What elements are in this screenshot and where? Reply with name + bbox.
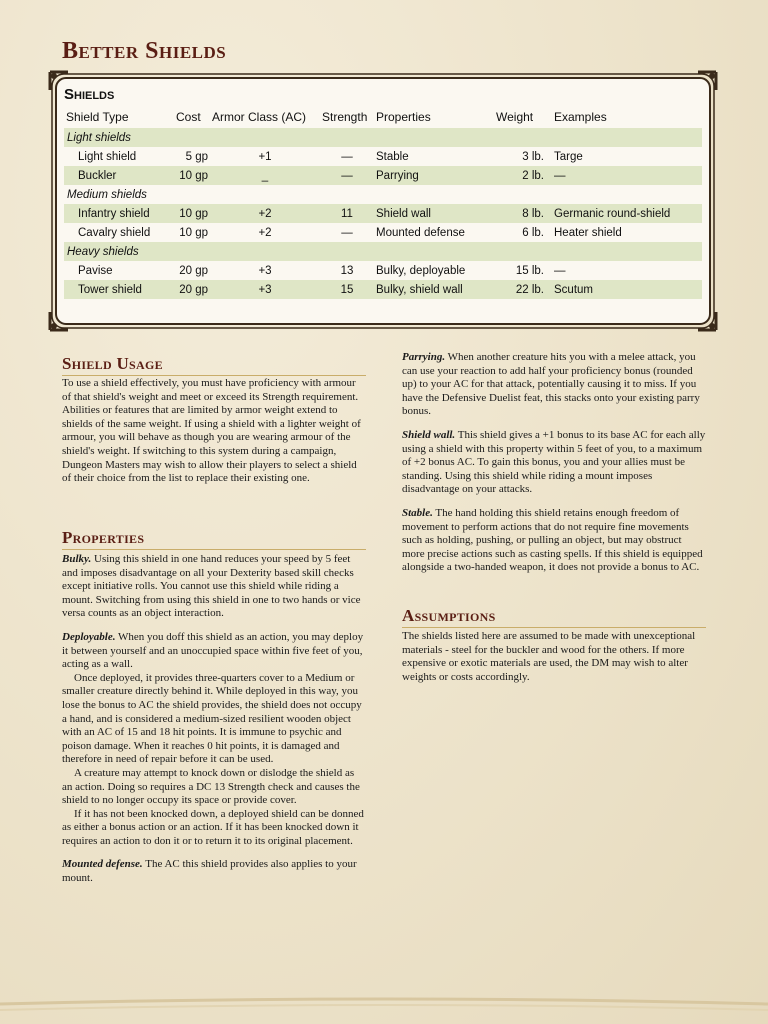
- group-label: Medium shields: [67, 188, 147, 201]
- cell-type: Cavalry shield: [78, 226, 151, 239]
- header-ac: Armor Class (AC): [212, 110, 307, 124]
- cell-weight: 3 lb.: [522, 150, 544, 163]
- cell-examples: Scutum: [546, 280, 702, 299]
- cell-strength: —: [341, 226, 353, 239]
- deployable-p3: A creature may attempt to knock down or dislodge the shield as an action. Doing so requires a DC 13 Strength check and causes the shield to no longer occupy its space or provide cover.: [62, 766, 360, 807]
- table-row: [64, 223, 702, 242]
- cell-cost: 5 gp: [185, 150, 208, 163]
- cell-weight: 15 lb.: [515, 264, 544, 277]
- cell-cost: 20 gp: [174, 280, 210, 299]
- cell-type: Buckler: [64, 166, 174, 185]
- cell-weight: 22 lb.: [494, 280, 546, 299]
- cell-properties: Stable: [376, 150, 409, 163]
- cell-properties: Bulky, shield wall: [374, 280, 494, 299]
- mounted-paragraph: [62, 858, 366, 885]
- cell-weight: 6 lb.: [522, 226, 544, 239]
- group-row-light: [64, 128, 702, 147]
- group-label: Heavy shields: [64, 242, 702, 261]
- cell-strength: 13: [340, 264, 354, 277]
- assumptions-text: The shields listed here are assumed to be made with unexceptional materials - steel for the buckler and wood for the others. If more expensive or exotic materials are used, the DM may wish to alter weights or costs accordingly.: [402, 630, 696, 683]
- shield-wall-paragraph: [402, 429, 706, 497]
- cell-examples: Germanic round-shield: [546, 204, 702, 223]
- group-row-heavy: [64, 242, 702, 261]
- shield-wall-text: This shield gives a +1 bonus to its base AC for each ally using a shield with this property within 5 feet of you, to a maximum of +2 bonus AC. To gain this bonus, you and your allies must be standing. Using this shield while riding a mount imposes disadvantage on your attacks.: [402, 428, 706, 496]
- header-properties: Properties: [376, 110, 431, 124]
- assumptions-heading: Assumptions: [402, 606, 706, 628]
- cell-type: Infantry shield: [64, 204, 174, 223]
- cell-examples: Heater shield: [554, 226, 622, 239]
- cell-properties: Mounted defense: [376, 226, 465, 239]
- stable-paragraph: [402, 507, 706, 575]
- cell-ac: +2: [210, 204, 320, 223]
- cell-ac: +3: [210, 280, 320, 299]
- header-examples: Examples: [554, 110, 607, 124]
- cell-strength: —: [341, 150, 353, 163]
- stable-term: Stable.: [402, 506, 433, 519]
- shields-table: [64, 106, 702, 299]
- mounted-text: The AC this shield provides also applies to your mount.: [62, 858, 357, 885]
- header-strength: Strength: [322, 110, 368, 124]
- mounted-term: Mounted defense.: [62, 858, 143, 871]
- cell-weight: 2 lb.: [494, 166, 546, 185]
- properties-section: [62, 553, 366, 896]
- parrying-paragraph: [402, 351, 706, 419]
- group-label: Light shields: [64, 128, 702, 147]
- right-column: [402, 351, 706, 585]
- cell-cost: 10 gp: [174, 166, 210, 185]
- cell-cost: 10 gp: [174, 204, 210, 223]
- deployable-p2: Once deployed, it provides three-quarters cover to a Medium or smaller creature directly behind it. While deployed in this way, you lose the bonus to AC the shield provides, the shield does not occupy a hand, and is considered a medium-sized resilient wooden object with an AC of 15 and 18 hit points. It is immune to psychic and poison damage. When it reaches 0 hit points, it is damaged and therefore in need of repair before it can be used.: [62, 671, 362, 766]
- deployable-p4: If it has not been knocked down, a deployed shield can be donned as either a bonus action or an action. If it has been knocked down it requires an action to don it or to return it to its original placement.: [62, 807, 364, 847]
- deployable-term: Deployable.: [62, 630, 116, 643]
- cell-examples: —: [554, 264, 566, 277]
- page-title: Better Shields: [62, 38, 227, 64]
- shields-table-frame: [48, 70, 718, 332]
- cell-ac: +1: [258, 150, 272, 163]
- cell-properties: Bulky, deployable: [376, 264, 466, 277]
- cell-strength: —: [320, 166, 374, 185]
- cell-ac: +3: [258, 264, 272, 277]
- assumptions-section: [402, 630, 706, 694]
- cell-type: Pavise: [78, 264, 113, 277]
- cell-ac: _: [210, 166, 320, 185]
- cell-type: Light shield: [78, 150, 137, 163]
- cell-strength: 15: [320, 280, 374, 299]
- bulky-term: Bulky.: [62, 553, 92, 565]
- deployable-text: When you doff this shield as an action, you may deploy it between yourself and an unoccupied space within five feet of you, acting as a wall.: [62, 630, 364, 671]
- parrying-term: Parrying.: [402, 351, 446, 363]
- stable-text: The hand holding this shield retains enough freedom of movement to perform actions that do not require fine movements such as holding, pushing, or pulling an object, but may obstruct more precise actions such as casting spells. If this shield is equipped alongside a two-handed weapon, it does not provide a bonus to AC.: [402, 506, 703, 574]
- cell-cost: 10 gp: [179, 226, 208, 239]
- cell-ac: +2: [258, 226, 272, 239]
- shield-usage-text: To use a shield effectively, you must have proficiency with armour of that shield's weight and meet or exceed its Strength requirement. Abilities or features that are limited by armor weight extend to shields of the same weight. If using a shield with a lighter weight of armour, you will behave as though you are wearing armour of the shield's weight. If switching to this system during a campaign, Dungeon Masters may wish to allow their players to select a shield of their choice from the list to replace their existing one.: [62, 377, 361, 485]
- table-row: [64, 261, 702, 280]
- deployable-paragraph: [62, 631, 366, 672]
- bulky-paragraph: [62, 553, 366, 621]
- shield-usage-heading: Shield Usage: [62, 354, 366, 376]
- table-row: [64, 204, 702, 223]
- table-content: [64, 86, 702, 299]
- properties-heading: Properties: [62, 528, 366, 550]
- cell-examples: Targe: [554, 150, 583, 163]
- parrying-text: When another creature hits you with a melee attack, you can use your reaction to add half your proficiency bonus (rounded up) to your AC for that attack, potentially causing it to miss. If you have the Defensive Duelist feat, this stacks onto your existing parry bonus.: [402, 351, 700, 418]
- header-weight: Weight: [496, 110, 534, 124]
- table-row: [64, 166, 702, 185]
- header-cost: Cost: [176, 110, 201, 124]
- table-row: [64, 280, 702, 299]
- cell-examples: —: [546, 166, 702, 185]
- table-row: [64, 147, 702, 166]
- bottom-decoration: [0, 990, 768, 1024]
- cell-cost: 20 gp: [179, 264, 208, 277]
- shield-wall-term: Shield wall.: [402, 428, 456, 441]
- cell-strength: 11: [320, 204, 374, 223]
- cell-type: Tower shield: [64, 280, 174, 299]
- table-body: [64, 128, 702, 299]
- table-header-row: [64, 106, 702, 128]
- bulky-text: Using this shield in one hand reduces your speed by 5 feet and imposes disadvantage on all your Dexterity based skill checks except initiative rolls. You cannot use this shield while riding a mount. Switching from using this shield in one to two hands or vice versa counts as an object interaction.: [62, 553, 361, 620]
- group-row-medium: [64, 185, 702, 204]
- header-shield-type: Shield Type: [66, 110, 129, 124]
- table-title: Shields: [64, 86, 115, 103]
- shield-usage-section: [62, 377, 366, 496]
- cell-weight: 8 lb.: [494, 204, 546, 223]
- cell-properties: Parrying: [374, 166, 494, 185]
- cell-properties: Shield wall: [374, 204, 494, 223]
